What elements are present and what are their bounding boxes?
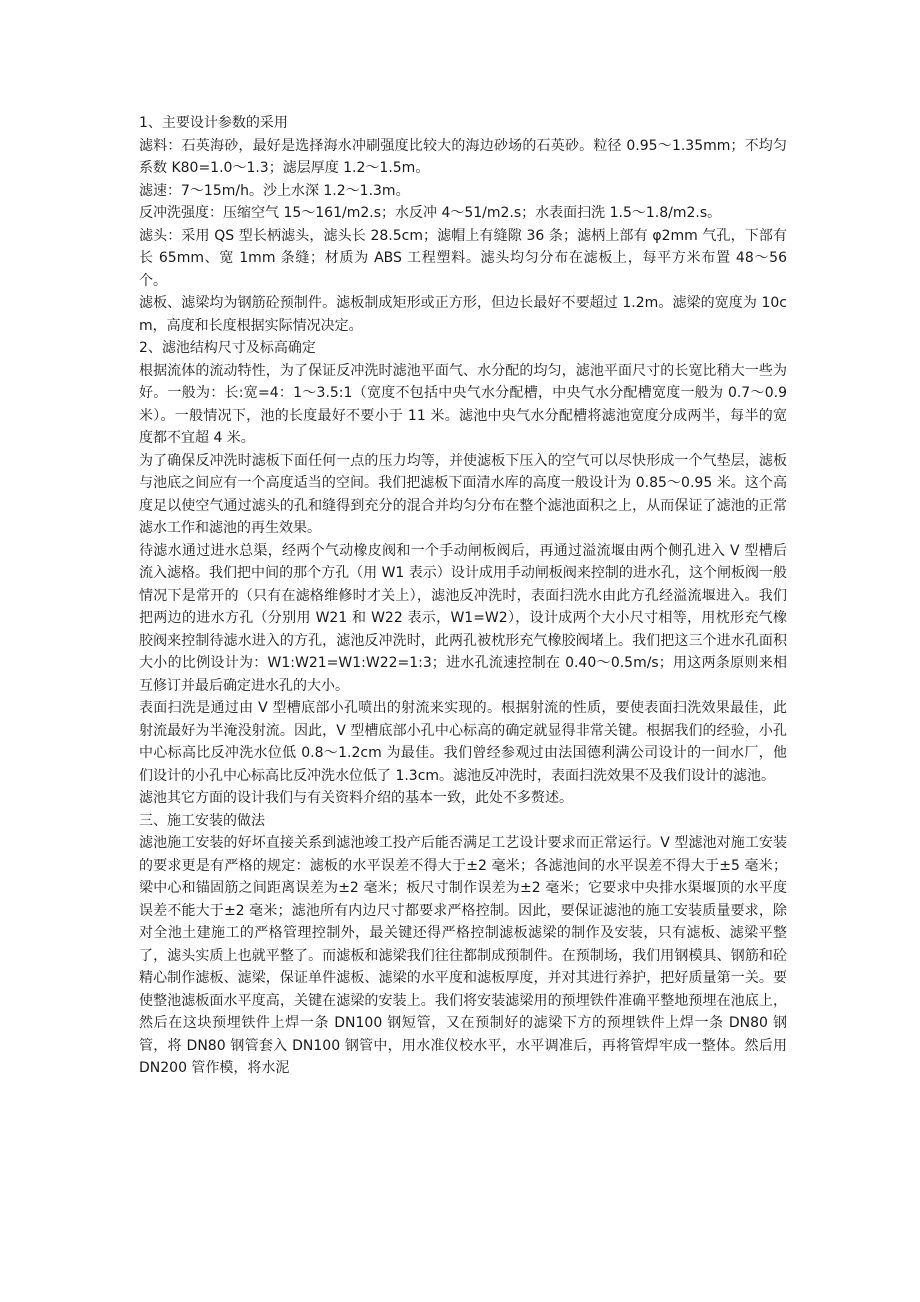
paragraph-filter-media: 滤料：石英海砂，最好是选择海水冲刷强度比较大的海边砂场的石英砂。粒径 0.95～1.35mm；不均匀系数 K80=1.0～1.3；滤层厚度 1.2～1.5m。 bbox=[139, 137, 787, 176]
paragraph-filter-plate: 滤板、滤梁均为钢筋砼预制件。滤板制成矩形或正方形，但边长最好不要超过 1.2m。滤梁的宽度为 10cm，高度和长度根据实际情况决定。 bbox=[139, 295, 787, 334]
paragraph-filter-nozzle: 滤头：采用 QS 型长柄滤头，滤头长 28.5cm；滤帽上有缝隙 36 条；滤柄上部有 φ2mm 气孔，下部有长 65mm、宽 1mm 条缝；材质为 ABS 工程塑料。滤头均匀分布在滤板上，每平方米布置 48～56 个。 bbox=[139, 227, 787, 289]
document-body bbox=[139, 112, 787, 1080]
paragraph-filter-dimensions: 根据流体的流动特性，为了保证反冲洗时滤池平面气、水分配的均匀，滤池平面尺寸的长宽比稍大一些为好。一般为：长:宽=4：1～3.5:1（宽度不包括中央气水分配槽，中央气水分配槽宽度一般为 0.7～0.9 米）。一般情况下，池的长度最好不要小于 11 米。滤池中央气水分配槽将滤池宽度分成两半，每半的宽度都不宜超 4 米。 bbox=[139, 362, 787, 446]
paragraph-air-cushion: 为了确保反冲洗时滤板下面任何一点的压力均等，并使滤板下压入的空气可以尽快形成一个气垫层，滤板与池底之间应有一个高度适当的空间。我们把滤板下面清水库的高度一般设计为 0.85～0.95 米。这个高度足以使空气通过滤头的孔和缝得到充分的混合并均匀分布在整个滤池面积之上，从而保证了滤池的正常滤水工作和滤池的再生效果。 bbox=[139, 452, 787, 536]
paragraph-inlet-design: 待滤水通过进水总渠，经两个气动橡皮阀和一个手动闸板阀后，再通过溢流堰由两个侧孔进入 V 型槽后流入滤格。我们把中间的那个方孔（用 W1 表示）设计成用手动闸板阀来控制的进水孔，这个闸板阀一般情况下是常开的（只有在滤格维修时才关上），滤池反冲洗时，表面扫洗水由此方孔经溢流堰进入。我们把两边的进水方孔（分别用 W21 和 W22 表示，W1=W2），设计成两个大小尺寸相等，用枕形充气橡胶阀来控制待滤水进入的方孔，滤池反冲洗时，此两孔被枕形充气橡胶阀堵上。我们把这三个进水孔面积大小的比例设计为：W1:W21=W1:W22=1:3；进水孔流速控制在 0.40～0.5m/s；用这两条原则来相互修订并最后确定进水孔的大小。 bbox=[139, 542, 787, 694]
paragraph-other-design: 滤池其它方面的设计我们与有关资料介绍的基本一致，此处不多赘述。 bbox=[139, 790, 573, 806]
section-heading-3: 三、施工安装的做法 bbox=[139, 812, 265, 829]
section-heading-2: 2、滤池结构尺寸及标高确定 bbox=[139, 340, 316, 356]
paragraph-filter-rate: 滤速：7～15m/h。沙上水深 1.2～1.3m。 bbox=[139, 182, 410, 199]
paragraph-construction: 滤池施工安装的好坏直接关系到滤池竣工投产后能否满足工艺设计要求而正常运行。V 型滤池对施工安装的要求更是有严格的规定：滤板的水平误差不得大于±2 毫米；各滤池间的水平误差不得大于±5 毫米；梁中心和锚固筋之间距离误差为±2 毫米；板尺寸制作误差为±2 毫米；它要求中央排水渠堰顶的水平度误差不能大于±2 毫米；滤池所有内边尺寸都要求严格控制。因此，要保证滤池的施工安装质量要求，除对全池土建施工的严格管理控制外，最关键还得严格控制滤板滤梁的制作及安装，只有滤板、滤梁平整了，滤头实质上也就平整了。而滤板和滤梁我们往往都制成预制件。在预制场，我们用钢模具、钢筋和砼精心制作滤板、滤梁，保证单件滤板、滤梁的水平度和滤板厚度，并对其进行养护，把好质量第一关。要使整池滤板面水平度高，关键在滤梁的安装上。我们将安装滤梁用的预埋铁件准确平整地预埋在池底上，然后在这块预埋铁件上焊一条 DN100 钢短管，又在预制好的滤梁下方的预埋铁件上焊一条 DN80 钢管，将 DN80 钢管套入 DN100 钢管中，用水准仪校水平，水平调准后，再将管焊牢成一整体。然后用 DN200 管作模，将水泥 bbox=[139, 835, 787, 1076]
paragraph-surface-sweep: 表面扫洗是通过由 V 型槽底部小孔喷出的射流来实现的。根据射流的性质，要使表面扫洗效果最佳，此射流最好为半淹没射流。因此，V 型槽底部小孔中心标高的确定就显得非常关键。根据我们的经验，小孔中心标高比反冲洗水位低 0.8～1.2cm 为最佳。我们曾经参观过由法国德利满公司设计的一间水厂，他们设计的小孔中心标高比反冲洗水位低了 1.3cm。滤池反冲洗时，表面扫洗效果不及我们设计的滤池。 bbox=[139, 700, 787, 784]
section-heading-1: 1、主要设计参数的采用 bbox=[139, 115, 288, 131]
paragraph-backwash-intensity: 反冲洗强度：压缩空气 15～161/m2.s；水反冲 4～51/m2.s；水表面扫洗 1.5～1.8/m2.s。 bbox=[139, 205, 722, 221]
